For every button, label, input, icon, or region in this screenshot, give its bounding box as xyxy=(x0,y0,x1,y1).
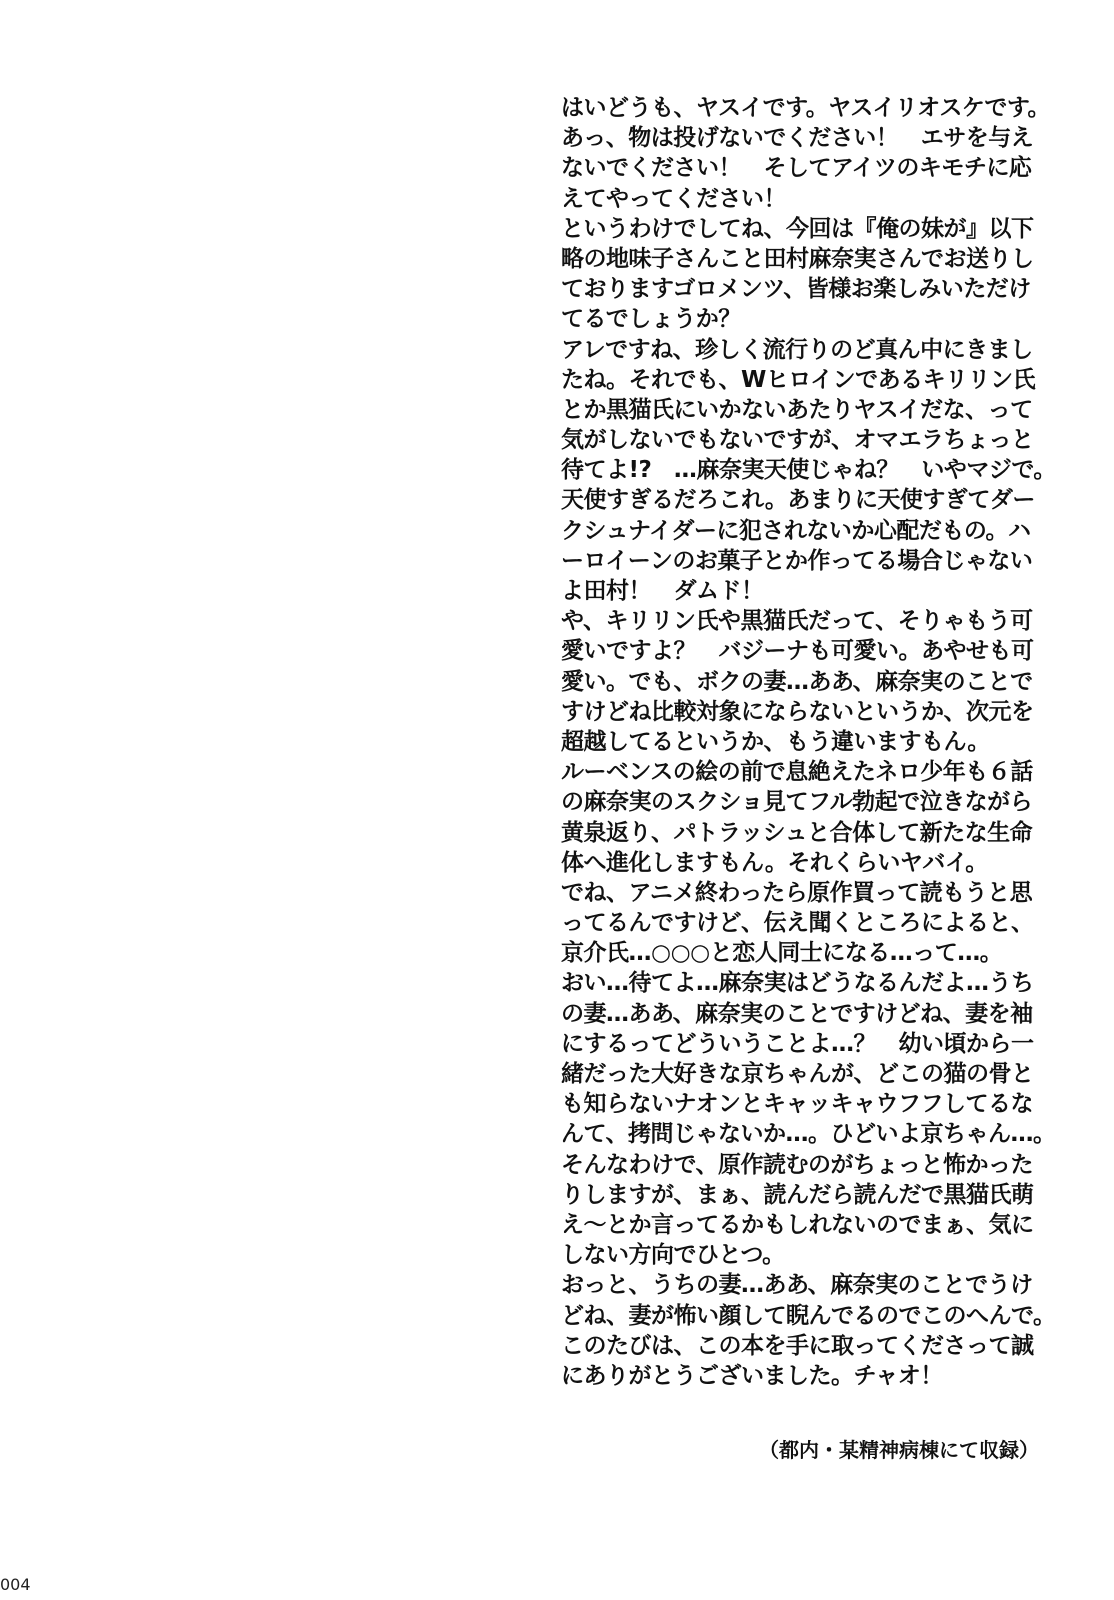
text-line: でね、アニメ終わったら原作買って読もうと思 xyxy=(561,879,1033,906)
page-number: 004 xyxy=(0,1575,31,1594)
text-line: ってるんですけど、伝え聞くところによると、 xyxy=(561,910,1034,937)
text-line: というわけでしてね、今回は『俺の妹が』以下 xyxy=(561,215,1034,242)
recording-credit: （都内・某精神病棟にて収録） xyxy=(759,1438,1039,1462)
text-line: すけどね比較対象にならないというか、次元を xyxy=(561,698,1034,725)
text-line: 黄泉返り、パトラッシュと合体して新たな生命 xyxy=(561,819,1033,846)
text-line: え〜とか言ってるかもしれないのでまぁ、気に xyxy=(561,1211,1034,1238)
text-line: えてやってください！ xyxy=(561,185,786,212)
text-line: このたびは、この本を手に取ってくださって誠 xyxy=(561,1332,1034,1359)
text-line: おっと、うちの妻…ああ、麻奈実のことでうけ xyxy=(561,1272,1033,1299)
text-line: んて、拷問じゃないか…。ひどいよ京ちゃん…。 xyxy=(561,1121,1056,1148)
text-line: たね。それでも、Wヒロインであるキリリン氏 xyxy=(561,366,1036,393)
text-line: の妻…ああ、麻奈実のことですけどね、妻を袖 xyxy=(561,1000,1033,1027)
text-line: 緒だった大好きな京ちゃんが、どこの猫の骨と xyxy=(561,1061,1034,1087)
text-line: おい…待てよ…麻奈実はどうなるんだよ…うち xyxy=(561,970,1034,997)
text-line: どね、妻が怖い顔して睨んでるのでこのへんで。 xyxy=(561,1302,1056,1329)
text-line: の麻奈実のスクショ見てフル勃起で泣きながら xyxy=(561,789,1033,816)
text-line: あっ、物は投げないでください！ エサを与え xyxy=(561,125,1034,152)
afterword-text-block xyxy=(561,93,1056,1391)
text-line: ないでください！ そしてアイツのキモチに応 xyxy=(561,155,1032,182)
text-line: てるでしょうか？ xyxy=(561,306,741,333)
text-line: 愛い。でも、ボクの妻…ああ、麻奈実のことで xyxy=(561,668,1033,695)
text-line: アレですね、珍しく流行りのど真ん中にきまし xyxy=(561,336,1033,363)
text-line: りしますが、まぁ、読んだら読んだで黒猫氏萌 xyxy=(561,1181,1034,1208)
text-line: そんなわけで、原作読むのがちょっと怖かった xyxy=(561,1151,1034,1178)
text-line: 天使すぎるだろこれ。あまりに天使すぎてダー xyxy=(561,487,1035,514)
text-line: ルーベンスの絵の前で息絶えたネロ少年も６話 xyxy=(561,759,1033,786)
text-line: 待てよ!? …麻奈実天使じゃね？ いやマジで。 xyxy=(561,457,1056,484)
text-line: しない方向でひとつ。 xyxy=(561,1242,785,1269)
text-line: にするってどういうことよ…？ 幼い頃から一 xyxy=(561,1030,1034,1057)
text-line: ておりますゴロメンツ、皆様お楽しみいただけ xyxy=(561,276,1031,303)
text-line: 愛いですよ？ バジーナも可愛い。あやせも可 xyxy=(561,638,1034,665)
text-line: よ田村！ ダムド！ xyxy=(561,578,764,604)
text-line: ーロイーンのお菓子とか作ってる場合じゃない xyxy=(561,547,1033,574)
text-line: とか黒猫氏にいかないあたりヤスイだな、って xyxy=(561,396,1033,423)
text-line: も知らないナオンとキャッキャウフフしてるな xyxy=(561,1091,1034,1118)
text-line: 京介氏…○○○と恋人同士になる…って…。 xyxy=(561,940,1003,967)
text-line: クシュナイダーに犯されないか心配だもの。ハ xyxy=(561,517,1031,544)
text-line: にありがとうございました。チャオ！ xyxy=(561,1362,943,1389)
text-line: 超越してるというか、もう違いますもん。 xyxy=(561,728,990,755)
text-line: や、キリリン氏や黒猫氏だって、そりゃもう可 xyxy=(561,608,1033,635)
text-line: 気がしないでもないですが、オマエラちょっと xyxy=(561,427,1034,454)
text-line: はいどうも、ヤスイです。ヤスイリオスケです。 xyxy=(561,95,1051,121)
text-line: 略の地味子さんこと田村麻奈実さんでお送りし xyxy=(561,245,1034,272)
text-line: 体へ進化しますもん。それくらいヤバイ。 xyxy=(561,849,988,876)
